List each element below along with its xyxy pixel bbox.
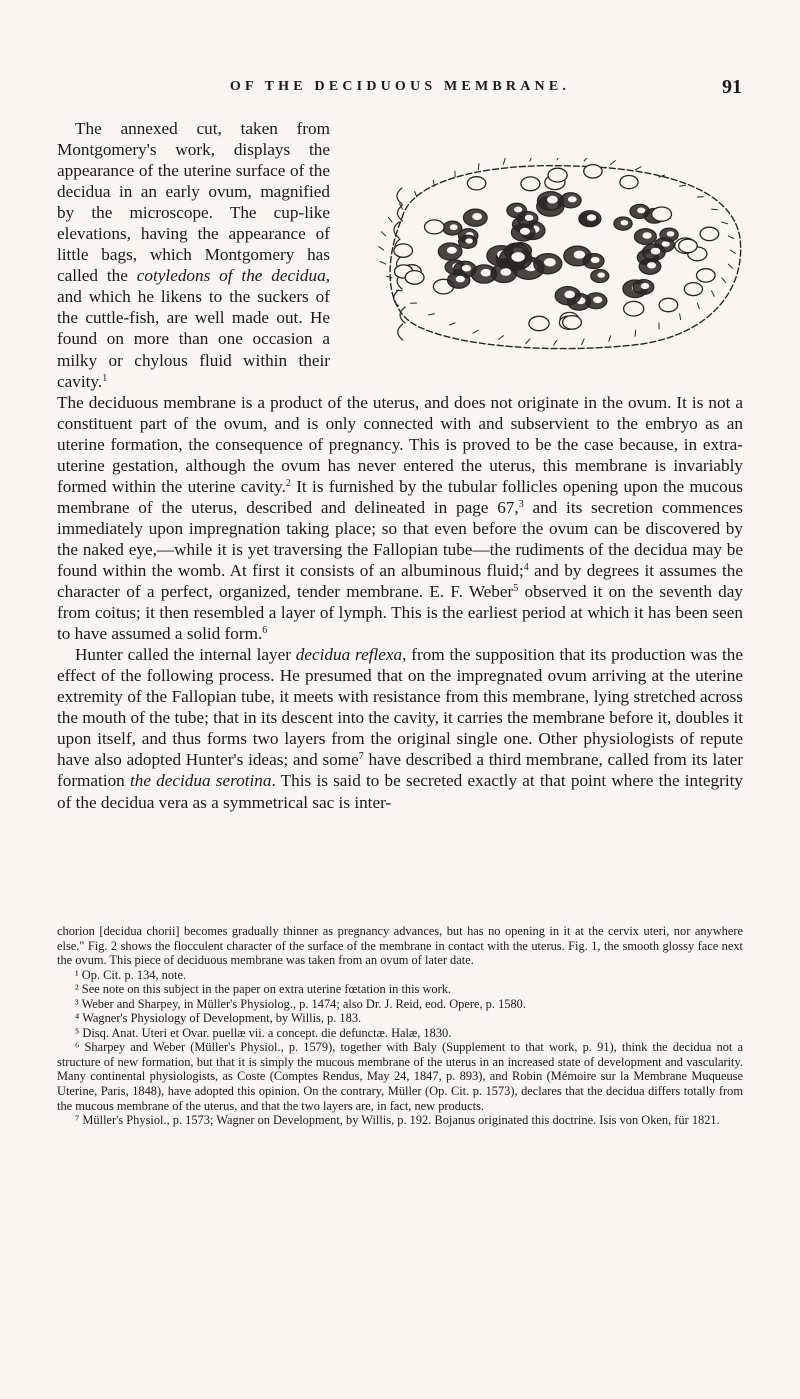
page-header bbox=[58, 76, 742, 113]
term-cotyledons: cotyledons of the decidua bbox=[136, 266, 326, 286]
paragraph-montgomery: The annexed cut, taken from Montgomery's work, displays the appearance of the uterine surface of the decidua in an early ovum, magnified by the microscope. The cup-like elevations, having the appearance of little bags, which Montgomery has called the cotyledons of the decidua, and which he likens to the suckers of the cuttle-fish, are well made out. He found on more than one occasion a milky or chylous fluid within their cavity.$^1$ bbox=[57, 119, 331, 391]
footnote-6: ⁶ Sharpey and Weber (Müller's Physiol., p. 1579), together with Baly (Supplement to that work, p. 91), think the decidua not a structure of new formation, but that it is simply the mucous membrane of the uterus in an increased state of development and vascularity. Many continental physiologists, as Coste (Comptes Rendus, May 24, 1847, p. 893), and Robin (Mémoire sur la Membrane Muqueuse Uterine, Paris, 1848), have adopted this opinion. On the contrary, Müller (Op. Cit. p. 1573), declares that the decidua differs totally from the mucous membrane of the uterus, and that the two layers are, in fact, new products. bbox=[57, 1040, 743, 1113]
footnote-continued: chorion [decidua chorii] becomes gradually thinner as pregnancy advances, but has no opening in it at the cervix uteri, nor anywhere else." Fig. 2 shows the flocculent character of the surface of the membrane in contact with the uterus. Fig. 1, the smooth glossy face next the ovum. This piece of deciduous membrane was taken from an ovum of later date. bbox=[57, 924, 743, 968]
note-ref-5: 5 bbox=[513, 583, 519, 595]
note-ref-6: 6 bbox=[262, 625, 268, 637]
note-ref-2: 2 bbox=[285, 477, 291, 489]
note-ref-4: 4 bbox=[523, 561, 529, 573]
footnote-7: ⁷ Müller's Physiol., p. 1573; Wagner on Development, by Willis, p. 192. Bojanus originated this doctrine. Isis von Oken, für 1821. bbox=[75, 1113, 720, 1128]
term-decidua-serotina: the decidua serotina bbox=[129, 771, 272, 791]
note-ref-1: 1 bbox=[102, 372, 108, 384]
paragraph-hunter: Hunter called the internal layer decidua reflexa, from the supposition that its production was the effect of the following process. He presumed that on the impregnated ovum arriving at the uterine extremity of the Fallopian tube, it meets with resistance from this membrane, lying stretched across the mouth of the tube; that in its descent into the cavity, it carries the membrane before it, doubles it upon itself, and thus forms two layers from the original single one. Other physiologists of repute have also adopted Hunter's ideas; and some$^7$ have described a third membrane, called from its later formation the decidua serotina. This is said to be secreted exactly at that point where the integrity of the decidua vera as a symmetrical sac is inter- bbox=[57, 645, 744, 812]
note-ref-7: 7 bbox=[358, 751, 364, 763]
footnote-5: ⁵ Disq. Anat. Uteri et Ovar. puellæ vii. a concept. die defunctæ. Halæ, 1830. bbox=[75, 1025, 452, 1040]
running-title: OF THE DECIDUOUS MEMBRANE. bbox=[229, 79, 571, 94]
note-ref-3: 3 bbox=[518, 498, 524, 510]
footnote-4: ⁴ Wagner's Physiology of Development, by Willis, p. 183. bbox=[75, 1011, 362, 1026]
decidua-cotyledons-figure bbox=[342, 158, 747, 350]
footnote-2: ² See note on this subject in the paper on extra uterine fœtation in this work. bbox=[75, 982, 452, 997]
footnote-3: ³ Weber and Sharpey, in Müller's Physiolog., p. 1474; also Dr. J. Reid, eod. Opere, p. 1580. bbox=[75, 996, 526, 1011]
term-decidua-reflexa: decidua reflexa bbox=[295, 645, 403, 665]
page-number: 91 bbox=[722, 76, 742, 98]
cotyledon-illustration-icon bbox=[342, 158, 747, 350]
footnotes bbox=[57, 924, 743, 1128]
body-text bbox=[57, 118, 743, 813]
paragraph-deciduous-membrane: The deciduous membrane is a product of the uterus, and does not originate in the ovum. It is not a constituent part of the ovum, and is only connected with and subservient to the embryo as an uterine formation, the consequence of pregnancy. This is proved to be the case because, in extra-uterine gestation, although the ovum has never entered the uterus, this membrane is invariably formed within the uterine cavity.$^2$ It is furnished by the tubular follicles opening upon the mucous membrane of the uterus, described and delineated in page 67,$^3$ and its secretion commences immediately upon impregnation taking place; so that even before the ovum can be discovered by the naked eye,—while it is yet traversing the Fallopian tube—the rudiments of the decidua may be found within the womb. At first it consists of an albuminous fluid;$^4$ and by degrees it assumes the character of a perfect, organized, tender membrane. E. F. Weber$^5$ observed it on the seventh day from coitus; it then resembled a layer of lymph. This is the earliest period at which it has been seen to have assumed a solid form.$^6$ bbox=[57, 392, 743, 644]
footnote-1: ¹ Op. Cit. p. 134, note. bbox=[75, 967, 187, 982]
